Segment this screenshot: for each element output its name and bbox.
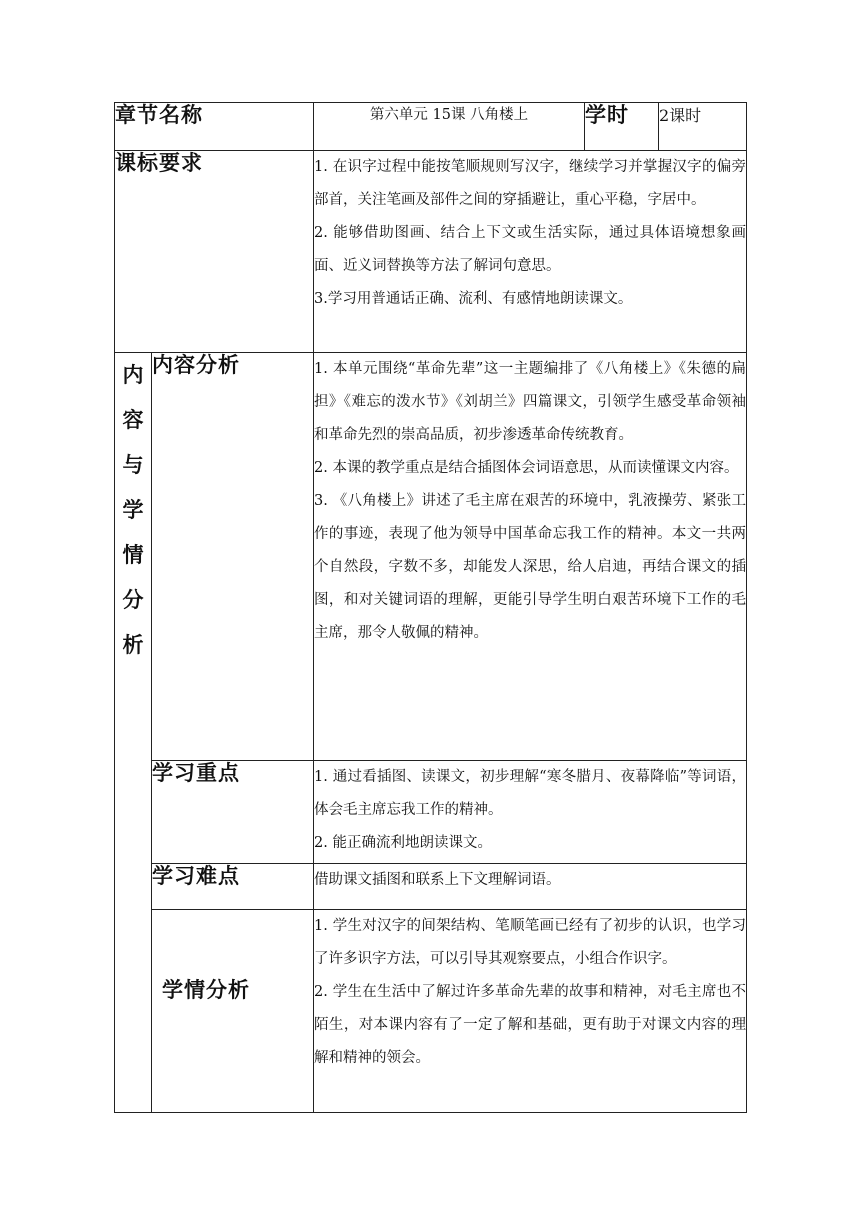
chapter-name-value: 第六单元 15课 八角楼上 [314,103,585,151]
difficulties-label: 学习难点 [152,864,314,910]
curriculum-item: 2. 能够借助图画、结合上下文或生活实际，通过具体语境想象画面、近义词替换等方法了解词句意思。 [314,225,746,274]
content-analysis-label: 内容分析 [152,353,314,761]
side-label-char: 内 [122,363,144,387]
content-and-learner-analysis-label [115,353,152,1113]
learner-analysis-content [314,910,747,1113]
curriculum-content [314,151,747,353]
content-analysis-item: 3. 《八角楼上》讲述了毛主席在艰苦的环境中，乳液操劳、紧张工作的事迹，表现了他为领导中国革命忘我工作的精神。本文一共两个自然段，字数不多，却能发人深思，给人启迪，再结合课文的插图，和对关键词语的理解，更能引导学生明白艰苦环境下工作的毛主席，那令人敬佩的精神。 [314,493,746,641]
learner-analysis-item: 1. 学生对汉字的间架结构、笔顺笔画已经有了初步的认识，也学习了许多识字方法，可以引导其观察要点，小组合作识字。 [314,918,746,967]
key-points-item: 1. 通过看插图、读课文，初步理解“寒冬腊月、夜幕降临”等词语，体会毛主席忘我工作的精神。 [314,769,746,818]
side-label-char: 情 [122,543,144,567]
side-label-char: 学 [122,498,144,522]
key-points-label: 学习重点 [152,761,314,864]
side-label-char: 析 [122,633,144,657]
content-analysis-content [314,353,747,761]
chapter-name-label: 章节名称 [115,103,314,151]
side-label-char: 与 [122,453,144,477]
content-analysis-row [115,353,747,761]
key-points-row [115,761,747,864]
class-hours-label: 学时 [585,103,659,151]
learner-analysis-row [115,910,747,1113]
learner-analysis-label: 学情分析 [152,910,314,1113]
side-label-char: 容 [122,408,144,432]
difficulties-item: 借助课文插图和联系上下文理解词语。 [314,872,561,888]
content-analysis-item: 1. 本单元围绕“革命先辈”这一主题编排了《八角楼上》《朱德的扁担》《难忘的泼水节》《刘胡兰》四篇课文，引领学生感受革命领袖和革命先烈的崇高品质，初步渗透革命传统教育。 [314,361,746,443]
header-row [115,103,747,151]
curriculum-item: 1. 在识字过程中能按笔顺规则写汉字，继续学习并掌握汉字的偏旁部首，关注笔画及部件之间的穿插避让，重心平稳，字居中。 [314,159,746,208]
curriculum-item: 3.学习用普通话正确、流利、有感情地朗读课文。 [314,291,633,307]
class-hours-value: 2课时 [659,103,747,151]
difficulties-content [314,864,747,910]
curriculum-row [115,151,747,353]
key-points-content [314,761,747,864]
lesson-plan-table [114,102,747,1113]
key-points-item: 2. 能正确流利地朗读课文。 [314,835,492,851]
learner-analysis-item: 2. 学生在生活中了解过许多革命先辈的故事和精神，对毛主席也不陌生，对本课内容有了一定了解和基础，更有助于对课文内容的理解和精神的领会。 [314,984,746,1066]
curriculum-label: 课标要求 [115,151,314,353]
difficulties-row [115,864,747,910]
content-analysis-item: 2. 本课的教学重点是结合插图体会词语意思，从而读懂课文内容。 [314,460,739,476]
side-label-char: 分 [122,588,144,612]
